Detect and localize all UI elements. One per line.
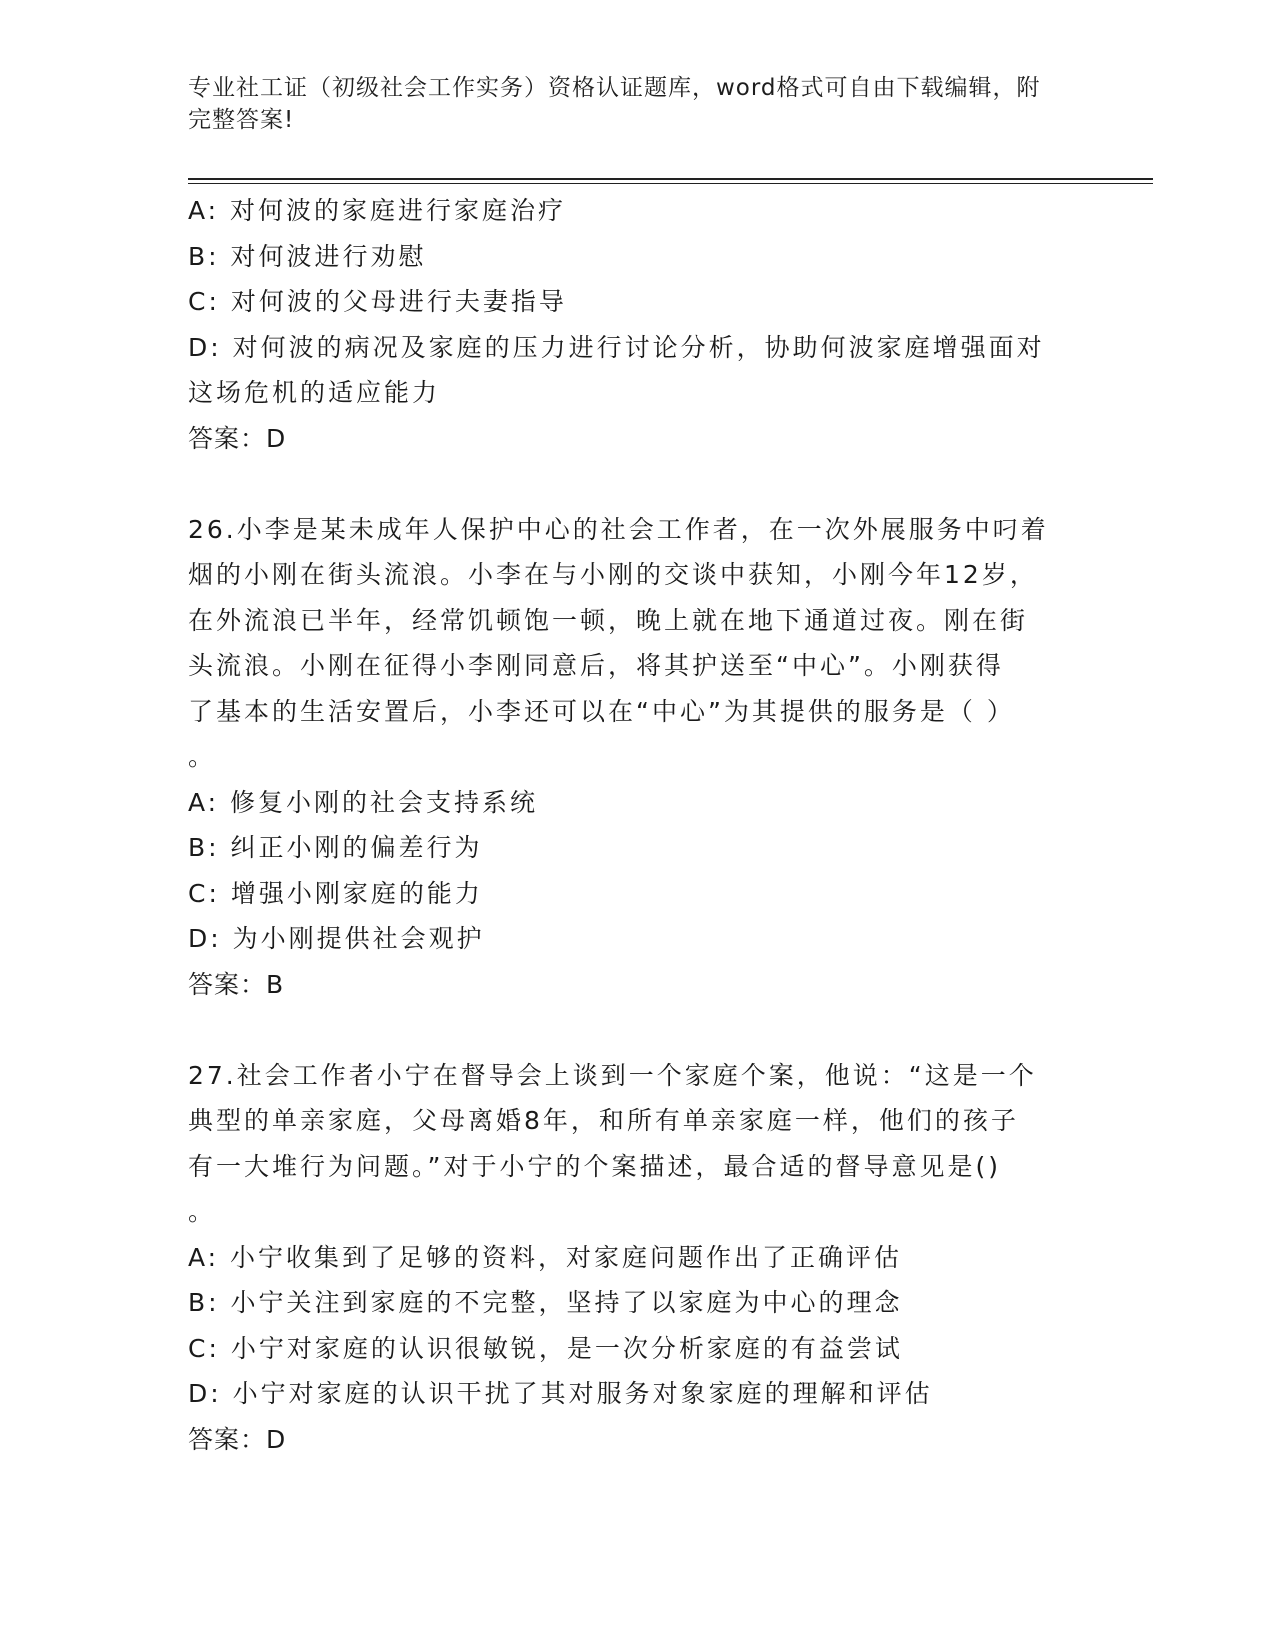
option-c: C: 对何波的父母进行夫妻指导 — [188, 287, 567, 316]
option-a: A: 对何波的家庭进行家庭治疗 — [188, 196, 567, 225]
option-d-line-1: D: 对何波的病况及家庭的压力进行讨论分析，协助何波家庭增强面对 — [188, 332, 1045, 362]
option-d: D: 小宁对家庭的认识干扰了其对服务对象家庭的理解和评估 — [188, 1379, 933, 1408]
spacer — [188, 461, 1088, 507]
answer: 答案：D — [188, 1424, 287, 1454]
option-b: B: 小宁关注到家庭的不完整，坚持了以家庭为中心的理念 — [188, 1288, 903, 1317]
spacer — [188, 1007, 1088, 1053]
header-line-2: 完整答案! — [188, 107, 295, 133]
option-d-line-2: 这场危机的适应能力 — [188, 378, 441, 407]
question-text-line-1: 26.小李是某未成年人保护中心的社会工作者，在一次外展服务中叼着 — [188, 514, 1049, 544]
option-b: B: 对何波进行劝慰 — [188, 241, 427, 271]
question-text-line-3: 有一大堆行为问题。”对于小宁的个案描述，最合适的督导意见是() — [188, 1151, 1001, 1181]
option-b: B: 纠正小刚的偏差行为 — [188, 833, 483, 862]
header-rule-thick — [188, 178, 1153, 180]
question-text-line-2: 烟的小刚在街头流浪。小李在与小刚的交谈中获知，小刚今年12岁， — [188, 560, 1038, 589]
question-text-line-3: 在外流浪已半年，经常饥顿饱一顿，晚上就在地下通道过夜。刚在街 — [188, 605, 1029, 635]
answer: 答案：D — [188, 423, 287, 453]
question-27 — [188, 1053, 1088, 1463]
header-line-1: 专业社工证（初级社会工作实务）资格认证题库，word格式可自由下载编辑，附 — [188, 75, 1041, 101]
question-text-line-4: 头流浪。小刚在征得小李刚同意后，将其护送至“中心”。小刚获得 — [188, 651, 1004, 680]
question-text-line-6: 。 — [188, 742, 217, 771]
question-text-line-5: 了基本的生活安置后，小李还可以在“中心”为其提供的服务是（ ） — [188, 696, 1015, 726]
option-a: A: 修复小刚的社会支持系统 — [188, 787, 539, 817]
question-text-line-2: 典型的单亲家庭，父母离婚8年，和所有单亲家庭一样，他们的孩子 — [188, 1106, 1019, 1135]
question-text-line-4: 。 — [188, 1197, 217, 1226]
question-26 — [188, 507, 1088, 1008]
page-header — [188, 72, 1088, 136]
option-c: C: 小宁对家庭的认识很敏锐，是一次分析家庭的有益尝试 — [188, 1333, 903, 1363]
option-a: A: 小宁收集到了足够的资料，对家庭问题作出了正确评估 — [188, 1242, 903, 1272]
option-c: C: 增强小刚家庭的能力 — [188, 878, 483, 908]
option-d: D: 为小刚提供社会观护 — [188, 924, 485, 953]
question-25 — [188, 188, 1088, 461]
question-content — [188, 188, 1088, 1462]
question-text-line-1: 27.社会工作者小宁在督导会上谈到一个家庭个案，他说：“这是一个 — [188, 1060, 1037, 1090]
answer: 答案：B — [188, 969, 285, 999]
header-rule-thin — [188, 183, 1153, 184]
